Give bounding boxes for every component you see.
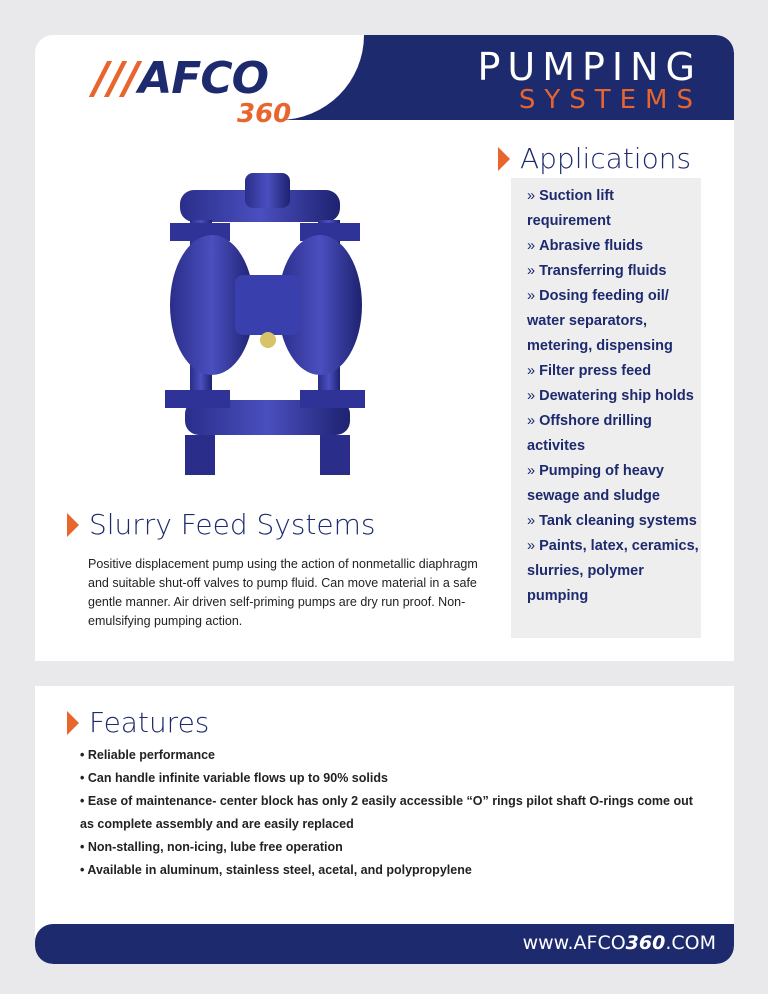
list-item: • Can handle infinite variable flows up to 90% solids xyxy=(80,771,388,785)
list-item: » Paints, latex, ceramics, slurries, polymer pumping xyxy=(527,538,699,604)
website-link[interactable]: www.AFCO360.COM xyxy=(522,932,716,954)
orange-arrow-icon xyxy=(498,147,510,171)
list-item: » Filter press feed xyxy=(527,363,652,379)
list-item: » Dosing feeding oil/ water separators, metering, dispensing xyxy=(527,288,673,354)
list-item: • Non-stalling, non-icing, lube free operation xyxy=(80,840,343,854)
applications-list xyxy=(511,178,701,609)
logo-name: AFCO xyxy=(138,53,269,104)
afco360-logo xyxy=(65,47,305,137)
footer-band xyxy=(35,924,734,964)
page-subtitle: SYSTEMS xyxy=(518,85,702,115)
orange-arrow-icon xyxy=(67,711,79,735)
list-item: • Ease of maintenance- center block has only 2 easily accessible “O” rings pilot shaft O-rings come out as complete assembly and are easily replaced xyxy=(80,794,693,831)
list-item: • Available in aluminum, stainless steel, acetal, and polypropylene xyxy=(80,863,472,877)
logo-slashes: /// xyxy=(93,53,139,104)
logo-number: 360 xyxy=(237,99,292,129)
page-title: PUMPING xyxy=(477,45,702,89)
orange-arrow-icon xyxy=(67,513,79,537)
list-item: • Reliable performance xyxy=(80,748,215,762)
list-item: » Suction lift requirement xyxy=(527,188,615,229)
diaphragm-pump-image xyxy=(140,135,390,485)
list-item: » Tank cleaning systems xyxy=(527,513,697,529)
features-heading: Features xyxy=(67,706,209,739)
slurry-heading: Slurry Feed Systems xyxy=(67,508,376,541)
list-item: » Offshore drilling activites xyxy=(527,413,652,454)
top-card xyxy=(35,35,734,661)
features-card xyxy=(35,686,734,964)
list-item: » Pumping of heavy sewage and sludge xyxy=(527,463,664,504)
list-item: » Transferring fluids xyxy=(527,263,667,279)
applications-box xyxy=(511,178,701,638)
applications-heading: Applications xyxy=(498,142,691,175)
header-band xyxy=(264,35,734,120)
features-list xyxy=(80,744,700,882)
slurry-description: Positive displacement pump using the action of nonmetallic diaphragm and suitable shut-off valves to pump fluid. Can move material in a safe gentle manner. Air driven self-priming pumps are dry run proof. Non-emulsifying pumping action. xyxy=(88,557,478,628)
list-item: » Dewatering ship holds xyxy=(527,388,694,404)
list-item: » Abrasive fluids xyxy=(527,238,644,254)
